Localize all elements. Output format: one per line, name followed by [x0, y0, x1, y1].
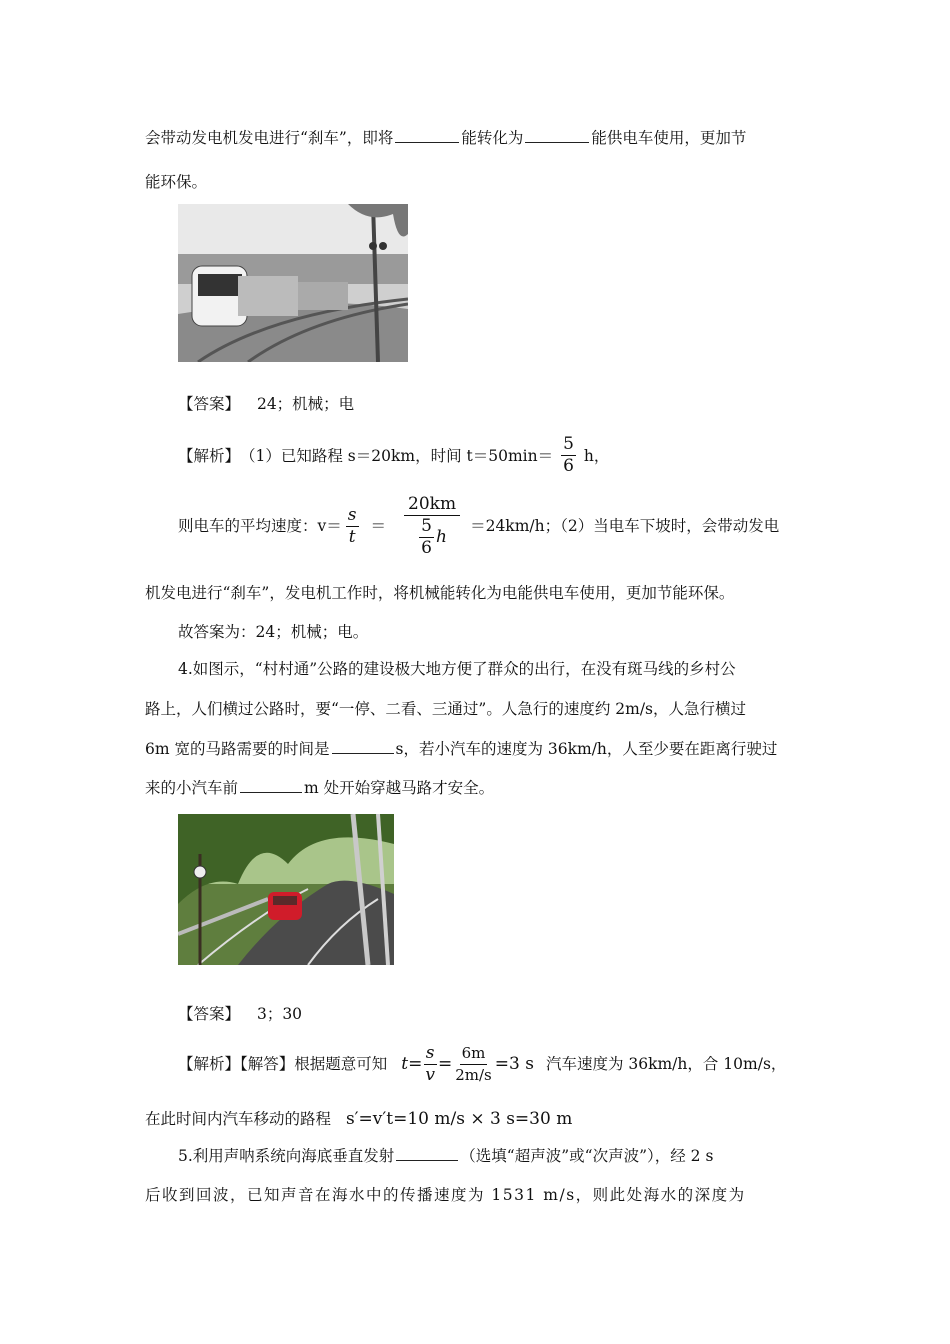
fraction-numerator: 6m: [460, 1043, 488, 1065]
fraction-values: [453, 1043, 494, 1086]
analysis-line: [178, 434, 609, 477]
question-line: 4.如图示，“村村通”公路的建设极大地方便了群众的出行，在没有斑马线的乡村公: [178, 660, 736, 678]
fraction-denominator: v: [425, 1064, 435, 1085]
text: 则电车的平均速度：v＝: [178, 517, 342, 535]
distance-line: [145, 1106, 572, 1132]
fraction-big: [404, 494, 460, 559]
paragraph-line: [145, 127, 746, 149]
answer-label: 【答案】: [178, 1005, 241, 1023]
fraction-denominator: 6: [563, 456, 574, 476]
answer-blank: [525, 128, 589, 143]
answer-blank: [332, 739, 394, 754]
fraction-numerator: 5: [421, 515, 432, 536]
formula-t: t=: [401, 1054, 423, 1074]
text: 5.利用声呐系统向海底垂直发射: [178, 1147, 395, 1165]
fraction-s-over-t: [346, 505, 359, 548]
question-line: [178, 1145, 713, 1167]
answer-line: [178, 1003, 302, 1025]
paragraph-line: 能环保。: [145, 173, 208, 191]
analysis-label: 【解析】: [178, 446, 241, 465]
text: ＝24km/h；（2）当电车下坡时，会带动发电: [470, 517, 780, 535]
question-line: 后收到回波，已知声音在海水中的传播速度为 1531 m/s，则此处海水的深度为: [145, 1186, 746, 1204]
fraction-numerator: 5: [563, 434, 574, 454]
question-line: [145, 738, 777, 760]
fraction: [561, 434, 576, 477]
answer-label: 【答案】: [178, 395, 241, 413]
fraction-denominator: t: [348, 526, 356, 547]
equals-sign: ＝: [370, 517, 387, 535]
text: 能供电车使用，更加节: [591, 129, 747, 147]
formula-result: =3 s: [494, 1054, 534, 1074]
answer-blank: [240, 778, 302, 793]
text: 在此时间内汽车移动的路程: [145, 1110, 332, 1128]
text: 6m 宽的马路需要的时间是: [145, 740, 330, 758]
analysis-label: 【解析】【解答】根据题意可知: [178, 1055, 388, 1073]
formula-distance: s′=v′t=10 m/s × 3 s=30 m: [345, 1109, 573, 1129]
tram-photo: [178, 204, 408, 362]
analysis-line: 【解析】【解答】根据题意可知 t= $\frac{s}{v}$ = $\frac{6m}{2m/s}$ =3 s 汽车速度为 36km/h，合 10m/s，: [178, 1042, 787, 1085]
answer-blank: [396, 1146, 458, 1161]
summary-line: 故答案为：24；机械；电。: [178, 623, 369, 641]
road-photo: [178, 814, 394, 965]
text: 来的小汽车前: [145, 779, 239, 797]
fraction-numerator: s: [425, 1042, 435, 1063]
text: s，若小汽车的速度为 36km/h，人至少要在距离行驶过: [395, 740, 778, 758]
answer-blank: [395, 128, 459, 143]
answer-text: 3；30: [256, 1005, 303, 1023]
question-line: [145, 777, 494, 799]
text: （1）已知路程 s＝20km，时间 t＝50min＝: [240, 446, 554, 465]
fraction-inner: [419, 516, 434, 559]
text: 会带动发电机发电进行“刹车”，即将: [145, 129, 394, 147]
paragraph-line: 机发电进行“刹车”，发电机工作时，将机械能转化为电能供电车使用，更加节能环保。: [145, 584, 735, 602]
answer-text: 24；机械；电: [256, 395, 355, 413]
text: h，: [583, 446, 610, 465]
question-line: 路上，人们横过公路时，要“一停、二看、三通过”。人急行的速度约 2m/s，人急行横过: [145, 700, 747, 718]
text: 能转化为: [461, 129, 524, 147]
fraction-s-over-v: [423, 1043, 437, 1086]
text: （选填“超声波”或“次声波”），经 2 s: [460, 1147, 714, 1165]
unit: h: [435, 526, 447, 547]
fraction-denominator: 2m/s: [455, 1065, 492, 1084]
text: 汽车速度为 36km/h，合 10m/s，: [545, 1055, 787, 1073]
text: m 处开始穿越马路才安全。: [304, 779, 495, 797]
formula-line: [178, 490, 779, 562]
fraction-denominator: [415, 516, 449, 559]
fraction-numerator: 20km: [404, 494, 460, 516]
fraction-numerator: s: [347, 504, 357, 525]
answer-line: [178, 393, 354, 415]
fraction-denominator: 6: [421, 537, 432, 558]
